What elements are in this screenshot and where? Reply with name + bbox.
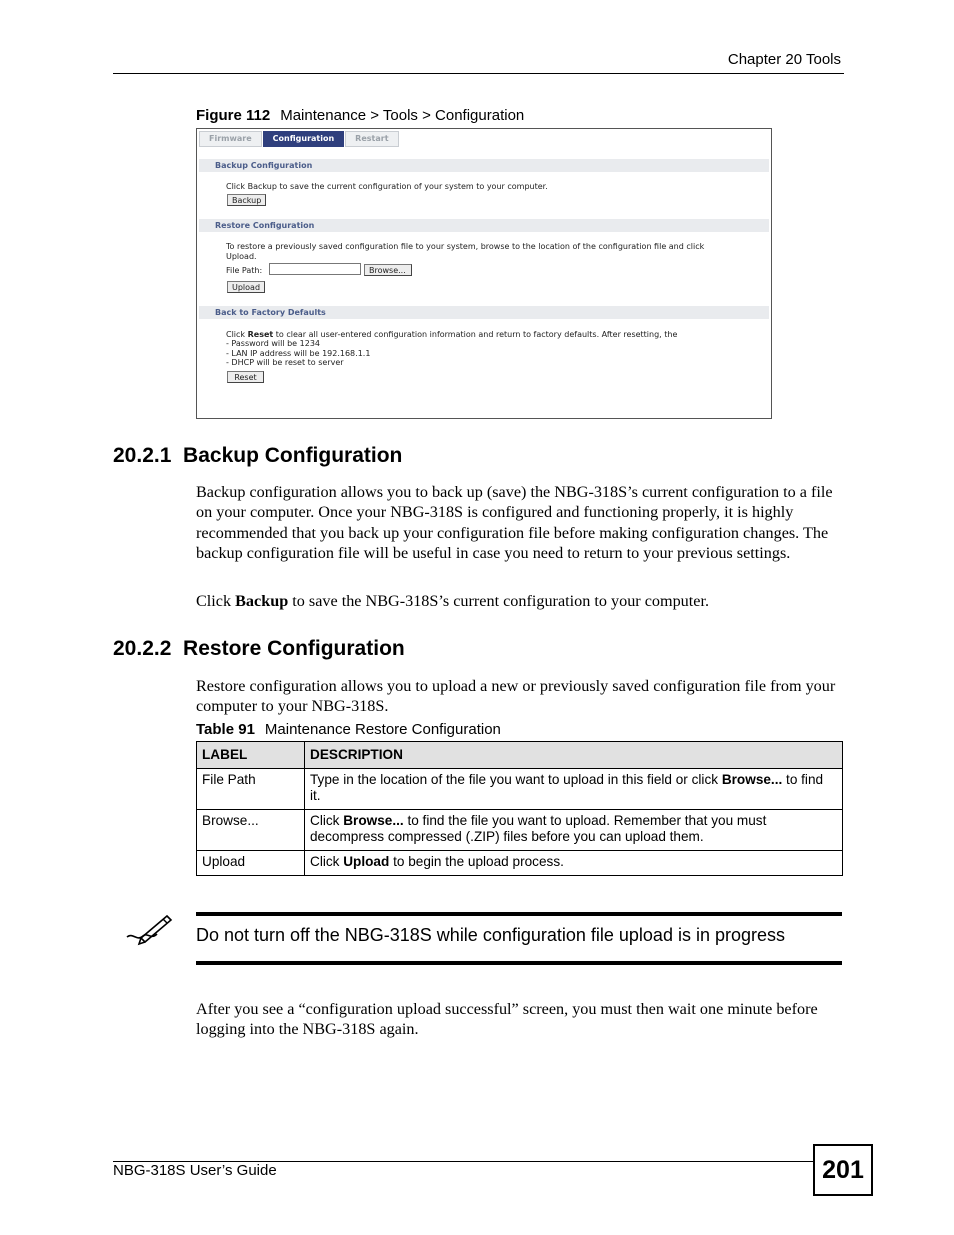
row-label: File Path: [197, 769, 305, 810]
tab-bar: [199, 131, 400, 146]
row-label: Upload: [197, 851, 305, 876]
restore-instructions-line1: To restore a previously saved configuration file to your system, browse to the location of the configuration file and click: [226, 242, 705, 251]
tab-restart[interactable]: Restart: [345, 131, 398, 147]
browse-button[interactable]: Browse...: [364, 264, 412, 276]
factory-bullet-lan-ip: - LAN IP address will be 192.168.1.1: [226, 348, 371, 358]
backup-button[interactable]: Backup: [227, 194, 266, 206]
figure-label: Figure 112: [196, 107, 271, 124]
figure-title: Maintenance > Tools > Configuration: [280, 107, 525, 124]
restore-description: Restore configuration allows you to upload a new or previously saved configuration file from your computer to your NBG-318S.: [196, 677, 836, 716]
factory-section-heading: Back to Factory Defaults: [199, 306, 769, 319]
table-title: Maintenance Restore Configuration: [264, 721, 501, 738]
factory-bullet-dhcp: - DHCP will be reset to server: [226, 358, 344, 367]
figure-caption: [196, 107, 524, 124]
file-path-input[interactable]: [269, 263, 361, 275]
restore-config-table: [196, 741, 843, 876]
section-heading-restore: 20.2.2 Restore Configuration: [113, 637, 405, 660]
backup-click-instruction: Click Backup to save the NBG-318S’s current configuration to your computer.: [196, 592, 710, 610]
backup-instructions: Click Backup to save the current configuration of your system to your computer.: [226, 182, 548, 191]
configuration-screenshot: [196, 128, 772, 419]
restore-section-heading: Restore Configuration: [199, 219, 769, 232]
factory-bullet-password: - Password will be 1234: [226, 339, 320, 348]
page-number: 201: [813, 1144, 873, 1196]
restore-instructions-line2: Upload.: [226, 252, 257, 261]
table-caption: [196, 721, 501, 738]
tab-firmware[interactable]: Firmware: [199, 131, 262, 147]
upload-button[interactable]: Upload: [227, 281, 265, 293]
table-row: [197, 851, 843, 876]
backup-description: Backup configuration allows you to back up (save) the NBG-318S’s current configuration to a file on your computer. Once your NBG-318S is configured and functioning properly, it is highly recommended that you back up your configuration file before making configuration changes. The backup configuration file will be useful in case you need to return to your previous settings.: [196, 483, 833, 563]
row-label: Browse...: [197, 810, 305, 851]
note-rule-top: [196, 912, 842, 916]
section-heading-backup: 20.2.1 Backup Configuration: [113, 444, 403, 467]
table-header-row: [197, 742, 843, 769]
backup-section-heading: Backup Configuration: [199, 159, 769, 172]
note-text: Do not turn off the NBG-318S while configuration file upload is in progress: [196, 925, 785, 945]
header-label: LABEL: [197, 742, 305, 769]
table-row: [197, 769, 843, 810]
reset-button[interactable]: Reset: [227, 371, 264, 383]
chapter-header: Chapter 20 Tools: [727, 51, 841, 68]
factory-instructions: Click Reset to clear all user-entered configuration information and return to factory defaults. After resetting, the: [226, 330, 678, 339]
note-rule-bottom: [196, 961, 842, 965]
header-description: DESCRIPTION: [305, 742, 843, 769]
tab-configuration[interactable]: Configuration: [263, 131, 345, 147]
footer-guide-title: NBG-318S User’s Guide: [113, 1162, 277, 1179]
file-path-label: File Path:: [226, 266, 263, 275]
table-row: [197, 810, 843, 851]
header-rule: [113, 73, 844, 74]
row-description: Click Upload to begin the upload process.: [305, 851, 843, 876]
table-label: Table 91: [196, 721, 255, 738]
row-description: Type in the location of the file you want to upload in this field or click Browse... to find it.: [305, 769, 843, 810]
after-upload-paragraph: After you see a “configuration upload successful” screen, you must then wait one minute before logging into the NBG-318S again.: [196, 1000, 818, 1039]
row-description: Click Browse... to find the file you want to upload. Remember that you must decompress compressed (.ZIP) files before you can upload them.: [305, 810, 843, 851]
note-pen-icon: [123, 910, 175, 951]
